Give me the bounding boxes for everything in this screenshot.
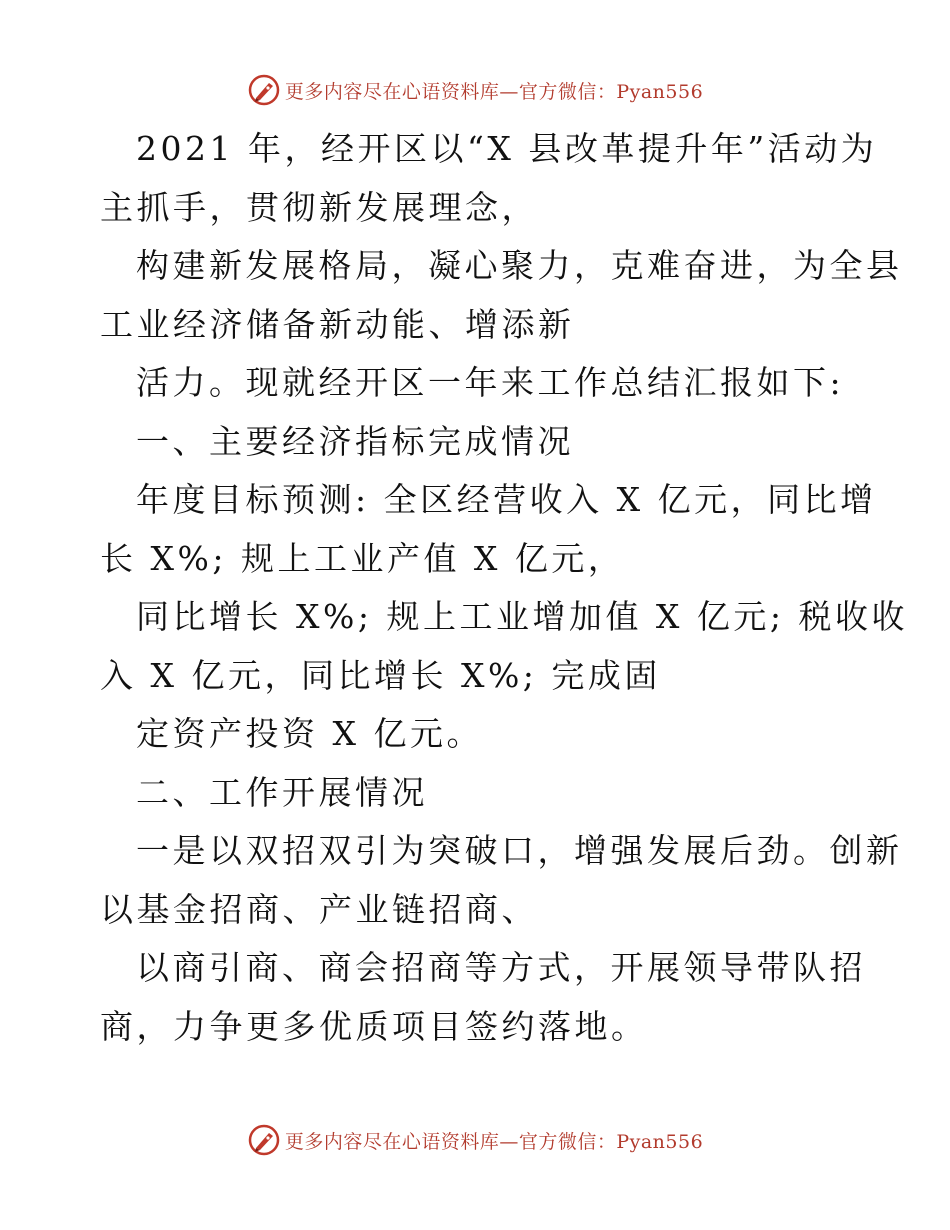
header-banner-text: 更多内容尽在心语资料库—官方微信：Pyan556 [284,80,704,103]
text-line: 同比增长 X%; 规上工业增加值 X 亿元; 税收收 [136,597,909,636]
text-line: 长 X%; 规上工业产值 X 亿元， [100,538,625,578]
text-line: 定资产投资 X 亿元。 [136,714,483,753]
text-line: 活力。现就经开区一年来工作总结汇报如下: [136,363,845,402]
text-line: 商，力争更多优质项目签约落地。 [100,1006,648,1046]
text-line: 主抓手，贯彻新发展理念， [100,187,538,227]
text-line: 2021 年，经开区以“X 县改革提升年”活动为 [136,129,878,168]
section-heading: 一、主要经济指标完成情况 [136,421,574,461]
text-line: 构建新发展格局，凝心聚力，克难奋进，为全县 [136,246,903,285]
pen-logo-icon [247,73,281,107]
pen-logo-icon [247,1123,281,1157]
footer-banner [0,1120,950,1160]
text-line: 以基金招商、产业链招商、 [100,889,538,929]
text-line: 年度目标预测: 全区经营收入 X 亿元，同比增 [136,480,877,519]
text-line: 一是以双招双引为突破口，增强发展后劲。创新 [136,831,903,870]
section-heading: 二、工作开展情况 [136,772,428,812]
footer-banner-text: 更多内容尽在心语资料库—官方微信：Pyan556 [284,1130,704,1153]
header-banner [0,70,950,110]
document-body [100,120,909,1056]
text-line: 入 X 亿元，同比增长 X%; 完成固 [100,655,661,695]
text-line: 工业经济储备新动能、增添新 [100,304,575,344]
text-line: 以商引商、商会招商等方式，开展领导带队招 [136,948,866,987]
